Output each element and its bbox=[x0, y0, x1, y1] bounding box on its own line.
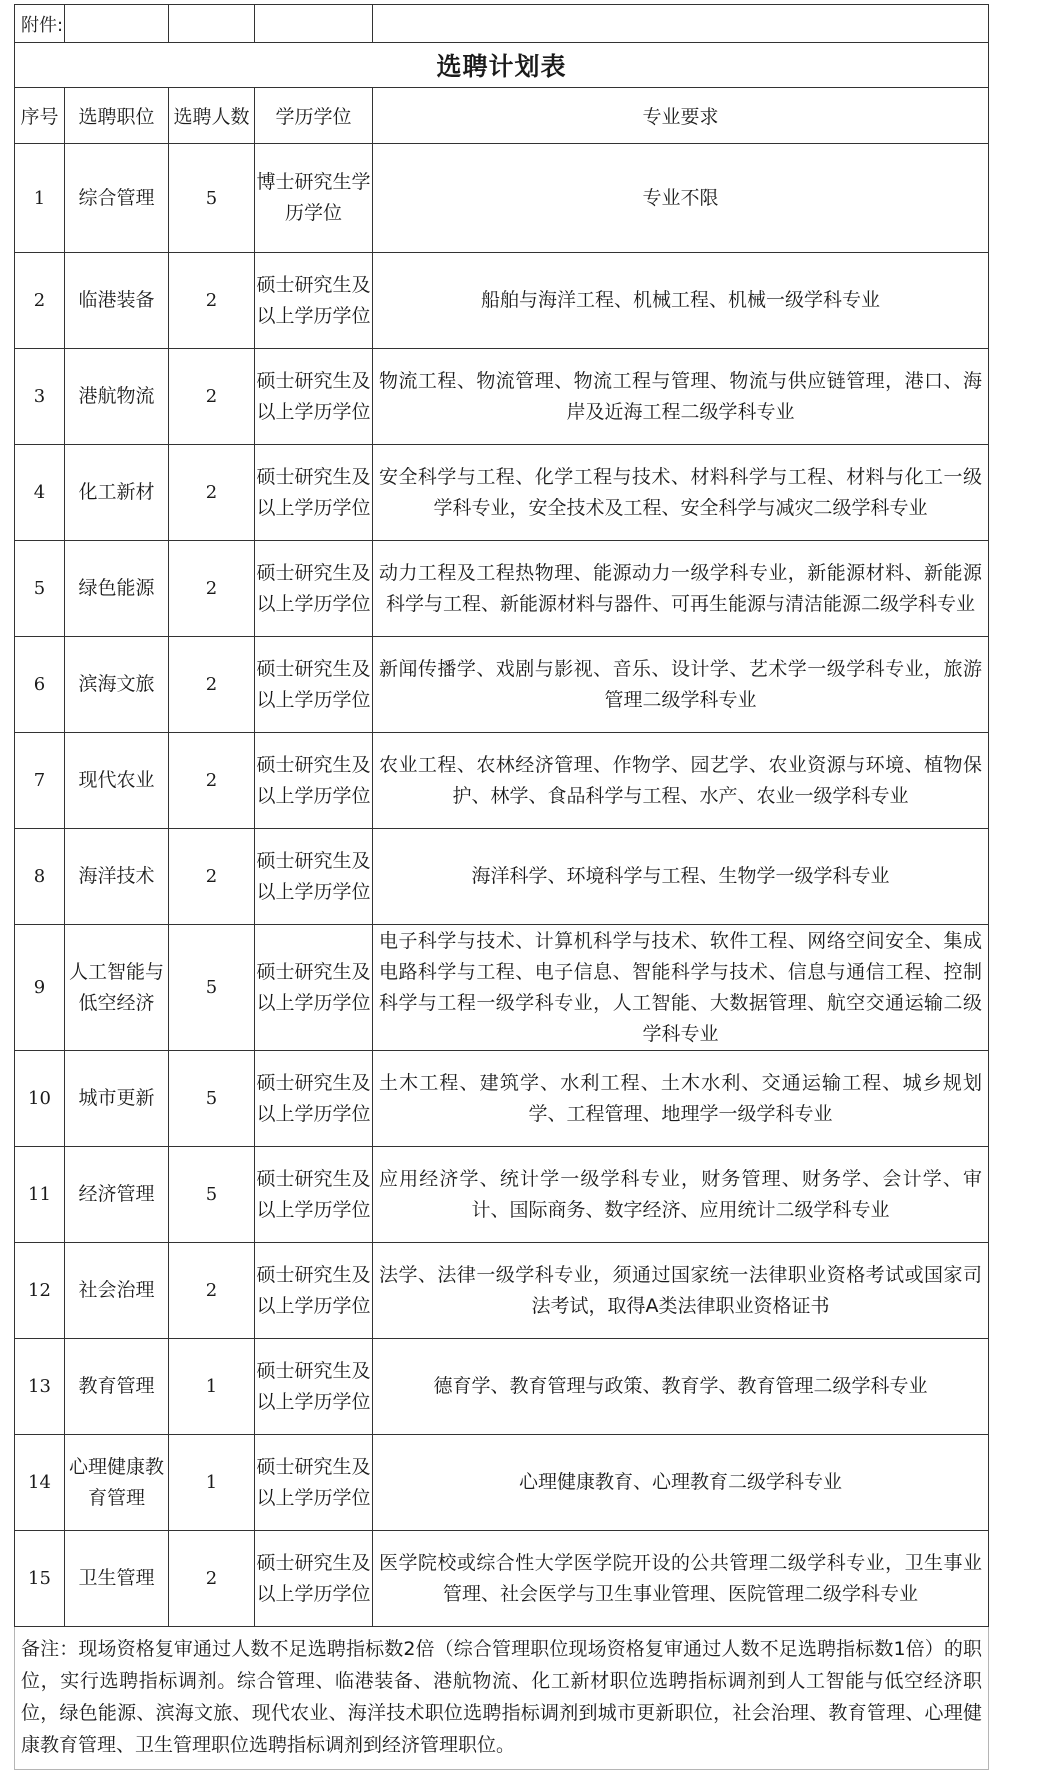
count-cell: 5 bbox=[169, 1147, 255, 1243]
seq-cell: 11 bbox=[15, 1147, 65, 1243]
header-row bbox=[15, 88, 989, 144]
table-row bbox=[15, 637, 989, 733]
page-title: 选聘计划表 bbox=[15, 43, 989, 88]
table-row bbox=[15, 1531, 989, 1627]
position-cell: 综合管理 bbox=[65, 144, 169, 253]
seq-cell: 15 bbox=[15, 1531, 65, 1627]
degree-cell: 硕士研究生及以上学历学位 bbox=[255, 1051, 373, 1147]
table-row bbox=[15, 1051, 989, 1147]
seq-cell: 13 bbox=[15, 1339, 65, 1435]
degree-cell: 硕士研究生及以上学历学位 bbox=[255, 925, 373, 1051]
seq-cell: 8 bbox=[15, 829, 65, 925]
position-cell: 滨海文旅 bbox=[65, 637, 169, 733]
major-requirement-cell: 土木工程、建筑学、水利工程、土木水利、交通运输工程、城乡规划学、工程管理、地理学一级学科专业 bbox=[373, 1051, 989, 1147]
count-cell: 2 bbox=[169, 829, 255, 925]
position-cell: 绿色能源 bbox=[65, 541, 169, 637]
note-text: 备注：现场资格复审通过人数不足选聘指标数2倍（综合管理职位现场资格复审通过人数不足选聘指标数1倍）的职位，实行选聘指标调剂。综合管理、临港装备、港航物流、化工新材职位选聘指标调剂到人工智能与低空经济职位，绿色能源、滨海文旅、现代农业、海洋技术职位选聘指标调剂到城市更新职位，社会治理、教育管理、心理健康教育管理、卫生管理职位选聘指标调剂到经济管理职位。 bbox=[15, 1627, 989, 1770]
major-requirement-cell: 专业不限 bbox=[373, 144, 989, 253]
count-cell: 2 bbox=[169, 637, 255, 733]
table-row bbox=[15, 1339, 989, 1435]
count-cell: 1 bbox=[169, 1435, 255, 1531]
major-requirement-cell: 动力工程及工程热物理、能源动力一级学科专业，新能源材料、新能源科学与工程、新能源材料与器件、可再生能源与清洁能源二级学科专业 bbox=[373, 541, 989, 637]
empty-cell bbox=[65, 5, 169, 43]
count-cell: 5 bbox=[169, 144, 255, 253]
position-cell: 社会治理 bbox=[65, 1243, 169, 1339]
selection-plan-table bbox=[14, 4, 989, 1770]
major-requirement-cell: 新闻传播学、戏剧与影视、音乐、设计学、艺术学一级学科专业，旅游管理二级学科专业 bbox=[373, 637, 989, 733]
position-cell: 港航物流 bbox=[65, 349, 169, 445]
seq-cell: 6 bbox=[15, 637, 65, 733]
table-row bbox=[15, 925, 989, 1051]
table-row bbox=[15, 1435, 989, 1531]
degree-cell: 硕士研究生及以上学历学位 bbox=[255, 1339, 373, 1435]
attachment-row bbox=[15, 5, 989, 43]
major-requirement-cell: 电子科学与技术、计算机科学与技术、软件工程、网络空间安全、集成电路科学与工程、电子信息、智能科学与技术、信息与通信工程、控制科学与工程一级学科专业，人工智能、大数据管理、航空交通运输二级学科专业 bbox=[373, 925, 989, 1051]
degree-cell: 硕士研究生及以上学历学位 bbox=[255, 829, 373, 925]
table-row bbox=[15, 253, 989, 349]
major-requirement-cell: 医学院校或综合性大学医学院开设的公共管理二级学科专业，卫生事业管理、社会医学与卫生事业管理、医院管理二级学科专业 bbox=[373, 1531, 989, 1627]
seq-cell: 12 bbox=[15, 1243, 65, 1339]
table-row bbox=[15, 349, 989, 445]
major-requirement-cell: 德育学、教育管理与政策、教育学、教育管理二级学科专业 bbox=[373, 1339, 989, 1435]
major-requirement-cell: 法学、法律一级学科专业，须通过国家统一法律职业资格考试或国家司法考试，取得A类法律职业资格证书 bbox=[373, 1243, 989, 1339]
count-cell: 2 bbox=[169, 1243, 255, 1339]
title-row bbox=[15, 43, 989, 88]
degree-cell: 硕士研究生及以上学历学位 bbox=[255, 445, 373, 541]
seq-cell: 2 bbox=[15, 253, 65, 349]
table-row bbox=[15, 144, 989, 253]
major-requirement-cell: 安全科学与工程、化学工程与技术、材料科学与工程、材料与化工一级学科专业，安全技术及工程、安全科学与减灾二级学科专业 bbox=[373, 445, 989, 541]
major-requirement-cell: 海洋科学、环境科学与工程、生物学一级学科专业 bbox=[373, 829, 989, 925]
degree-cell: 硕士研究生及以上学历学位 bbox=[255, 541, 373, 637]
table-row bbox=[15, 1147, 989, 1243]
count-cell: 5 bbox=[169, 925, 255, 1051]
count-cell: 2 bbox=[169, 733, 255, 829]
header-seq: 序号 bbox=[15, 88, 65, 144]
major-requirement-cell: 应用经济学、统计学一级学科专业，财务管理、财务学、会计学、审计、国际商务、数字经济、应用统计二级学科专业 bbox=[373, 1147, 989, 1243]
header-major: 专业要求 bbox=[373, 88, 989, 144]
note-row bbox=[15, 1627, 989, 1770]
seq-cell: 1 bbox=[15, 144, 65, 253]
count-cell: 2 bbox=[169, 253, 255, 349]
seq-cell: 9 bbox=[15, 925, 65, 1051]
count-cell: 2 bbox=[169, 1531, 255, 1627]
seq-cell: 7 bbox=[15, 733, 65, 829]
header-count: 选聘人数 bbox=[169, 88, 255, 144]
degree-cell: 硕士研究生及以上学历学位 bbox=[255, 1531, 373, 1627]
table-row bbox=[15, 541, 989, 637]
header-position: 选聘职位 bbox=[65, 88, 169, 144]
empty-cell bbox=[169, 5, 255, 43]
position-cell: 海洋技术 bbox=[65, 829, 169, 925]
degree-cell: 硕士研究生及以上学历学位 bbox=[255, 349, 373, 445]
seq-cell: 4 bbox=[15, 445, 65, 541]
seq-cell: 5 bbox=[15, 541, 65, 637]
degree-cell: 硕士研究生及以上学历学位 bbox=[255, 253, 373, 349]
seq-cell: 14 bbox=[15, 1435, 65, 1531]
position-cell: 现代农业 bbox=[65, 733, 169, 829]
degree-cell: 硕士研究生及以上学历学位 bbox=[255, 1243, 373, 1339]
degree-cell: 硕士研究生及以上学历学位 bbox=[255, 1435, 373, 1531]
count-cell: 2 bbox=[169, 541, 255, 637]
position-cell: 经济管理 bbox=[65, 1147, 169, 1243]
table-row bbox=[15, 1243, 989, 1339]
position-cell: 临港装备 bbox=[65, 253, 169, 349]
count-cell: 5 bbox=[169, 1051, 255, 1147]
degree-cell: 硕士研究生及以上学历学位 bbox=[255, 733, 373, 829]
major-requirement-cell: 物流工程、物流管理、物流工程与管理、物流与供应链管理，港口、海岸及近海工程二级学科专业 bbox=[373, 349, 989, 445]
major-requirement-cell: 心理健康教育、心理教育二级学科专业 bbox=[373, 1435, 989, 1531]
count-cell: 2 bbox=[169, 349, 255, 445]
table-row bbox=[15, 829, 989, 925]
count-cell: 2 bbox=[169, 445, 255, 541]
position-cell: 教育管理 bbox=[65, 1339, 169, 1435]
degree-cell: 博士研究生学历学位 bbox=[255, 144, 373, 253]
major-requirement-cell: 船舶与海洋工程、机械工程、机械一级学科专业 bbox=[373, 253, 989, 349]
header-degree: 学历学位 bbox=[255, 88, 373, 144]
position-cell: 化工新材 bbox=[65, 445, 169, 541]
table-row bbox=[15, 445, 989, 541]
degree-cell: 硕士研究生及以上学历学位 bbox=[255, 1147, 373, 1243]
major-requirement-cell: 农业工程、农林经济管理、作物学、园艺学、农业资源与环境、植物保护、林学、食品科学与工程、水产、农业一级学科专业 bbox=[373, 733, 989, 829]
table-body bbox=[15, 144, 989, 1627]
empty-cell bbox=[373, 5, 989, 43]
empty-cell bbox=[255, 5, 373, 43]
degree-cell: 硕士研究生及以上学历学位 bbox=[255, 637, 373, 733]
count-cell: 1 bbox=[169, 1339, 255, 1435]
attachment-label: 附件: bbox=[15, 5, 65, 43]
position-cell: 城市更新 bbox=[65, 1051, 169, 1147]
table-row bbox=[15, 733, 989, 829]
position-cell: 卫生管理 bbox=[65, 1531, 169, 1627]
position-cell: 心理健康教育管理 bbox=[65, 1435, 169, 1531]
seq-cell: 10 bbox=[15, 1051, 65, 1147]
position-cell: 人工智能与低空经济 bbox=[65, 925, 169, 1051]
seq-cell: 3 bbox=[15, 349, 65, 445]
